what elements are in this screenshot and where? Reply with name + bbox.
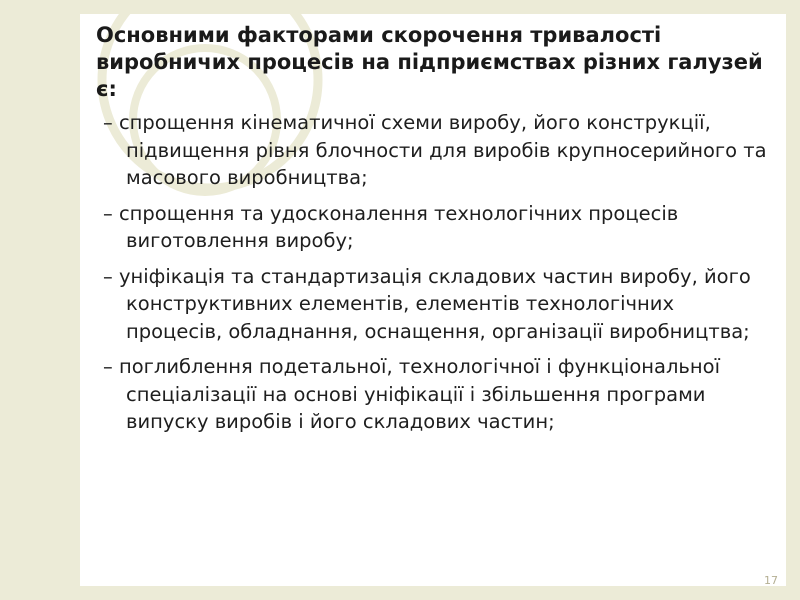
slide-page-number: 17 xyxy=(764,574,778,587)
slide-content xyxy=(96,22,776,444)
list-item: – поглиблення подетальної, технологічної і функціональної спеціалізації на основі уніфікації і збільшення програми випуску виробів і його складових частин; xyxy=(103,355,721,433)
list-item: – спрощення та удосконалення технологічних процесів виготовлення виробу; xyxy=(103,201,679,252)
bullet-list xyxy=(96,109,776,436)
slide-heading: Основними факторами скорочення тривалості виробничих процесів на підприємствах різних галузей є: xyxy=(96,23,763,101)
list-item: – уніфікація та стандартизація складових частин виробу, його конструктивних елементів, елементів технологічних процесів, обладнання, оснащення, організації виробництва; xyxy=(103,264,751,343)
list-item: – спрощення кінематичної схеми виробу, його конструкції, підвищення рівня блочности для виробів крупносерийного та масового виробництва; xyxy=(103,111,767,189)
